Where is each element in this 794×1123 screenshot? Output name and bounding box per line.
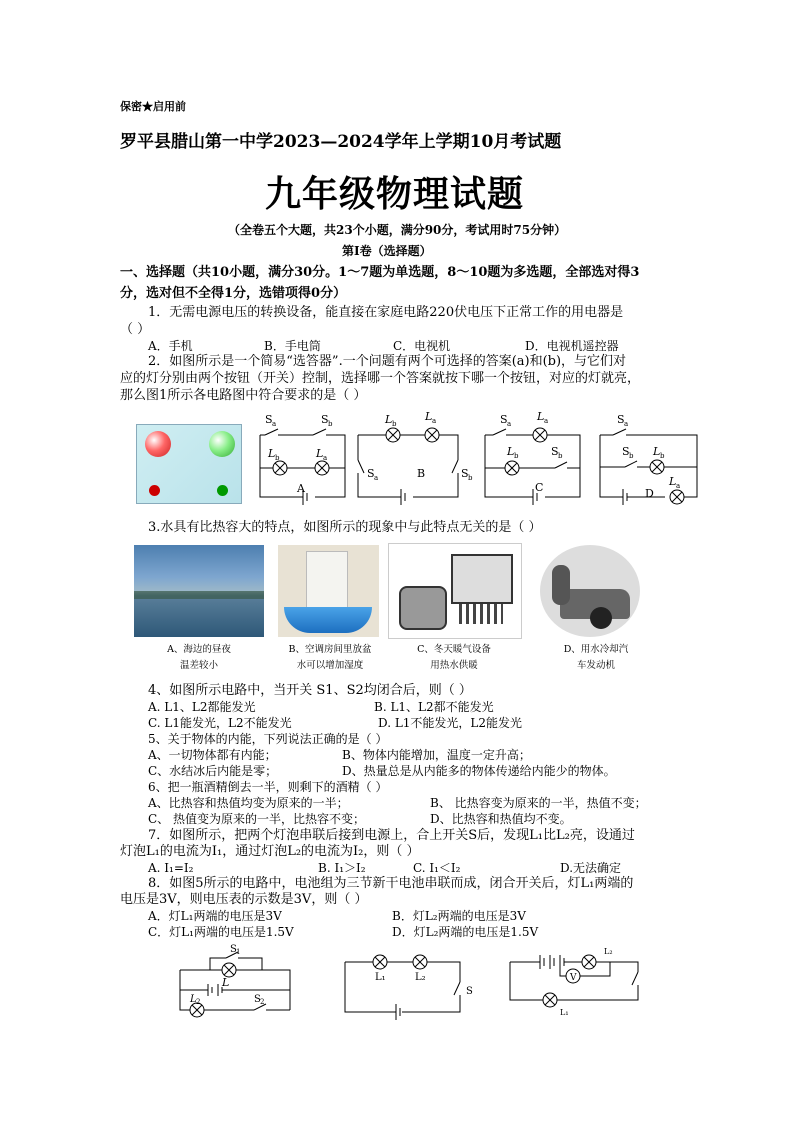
svg-text:S: S	[500, 413, 508, 426]
caption-d: D、用水冷却汽 车发动机	[563, 644, 629, 671]
svg-text:b: b	[629, 452, 634, 460]
svg-text:a: a	[544, 417, 549, 425]
q7-option-d: D.无法确定	[560, 861, 622, 875]
q7-option-a: A. I₁=I₂	[148, 861, 194, 875]
svg-text:b: b	[392, 420, 397, 428]
q5-option-d: D、热量总是从内能多的物体传递给内能少的物体。	[342, 764, 616, 778]
svg-text:a: a	[323, 454, 328, 462]
q2-stem-line1: 2．如图所示是一个简易“选答器”.一个问题有两个可选择的答案(a)和(b)，与它们对	[148, 354, 627, 369]
q8-label-v: V	[570, 973, 577, 983]
radiator-room-drawing	[388, 543, 522, 639]
svg-text:a: a	[507, 420, 512, 428]
section-heading-line1: 一、选择题（共10小题，满分30分。1～7题为单选题，8～10题为多选题，全部选对得3	[120, 265, 640, 280]
svg-text:a: a	[374, 474, 379, 482]
q6-option-a: A、比热容和热值均变为原来的一半；	[148, 796, 349, 810]
q2-stem-line3: 那么图1所示各电路图中符合要求的是（ ）	[120, 388, 367, 403]
svg-text:L: L	[425, 410, 433, 423]
q7-option-c: C. I₁＜I₂	[413, 861, 461, 875]
q7-stem-line1: 7．如图所示，把两个灯泡串联后接到电源上，合上开关S后，发现L₁比L₂亮，设通过	[148, 828, 635, 843]
q8-option-d: D．灯L₂两端的电压是1.5V	[392, 925, 539, 939]
svg-text:2: 2	[196, 998, 201, 1006]
q8-stem-line1: 8．如图5所示的电路中，电池组为三节新干电池串联而成，闭合开关后，灯L₁两端的	[148, 876, 634, 891]
car-engine-drawing	[540, 545, 640, 637]
svg-text:L: L	[537, 410, 545, 423]
svg-text:L: L	[669, 475, 677, 488]
svg-text:L: L	[222, 976, 230, 989]
section-heading-line2: 分，选对但不全得1分，选错项得0分）	[120, 286, 347, 301]
q5-option-a: A、一切物体都有内能；	[148, 748, 277, 762]
q7-label-l2: L₂	[415, 972, 426, 983]
q1-stem-line2: （ ）	[120, 322, 151, 337]
svg-text:L₂: L₂	[604, 947, 613, 956]
school-title: 罗平县腊山第一中学2023—2024学年上学期10月考试题	[120, 132, 562, 152]
q5-stem: 5、关于物体的内能，下列说法正确的是（ ）	[148, 732, 388, 746]
svg-text:S: S	[622, 445, 630, 458]
svg-text:L: L	[190, 994, 197, 1005]
svg-text:S: S	[265, 413, 273, 426]
q1-option-b: B．手电筒	[264, 339, 321, 353]
red-button-icon	[149, 485, 160, 496]
q3-stem: 3.水具有比热容大的特点，如图所示的现象中与此特点无关的是（ ）	[148, 520, 542, 535]
svg-text:L: L	[385, 413, 393, 426]
main-title: 九年级物理试题	[265, 173, 525, 215]
svg-text:a: a	[432, 417, 437, 425]
q6-stem: 6、把一瓶酒精倒去一半，则剩下的酒精（ ）	[148, 780, 388, 794]
q4-option-d: D. L1不能发光，L2能发光	[378, 716, 523, 730]
q8-stem-line2: 电压是3V，则电压表的示数是3V，则（ ）	[120, 892, 368, 907]
q6-option-b: B、 比热容变为原来的一半，热值不变；	[430, 796, 647, 810]
q7-label-l1: L₁	[375, 972, 386, 983]
q7-option-b: B. I₁＞I₂	[318, 861, 366, 875]
circuit-c	[485, 428, 580, 505]
selector-box-figure	[136, 424, 242, 504]
svg-text:b: b	[275, 454, 280, 462]
green-lamp-icon	[209, 431, 235, 457]
svg-text:L: L	[316, 447, 324, 460]
q4-option-a: A. L1、L2都能发光	[148, 700, 256, 714]
bottom-circuit-diagrams	[170, 940, 650, 1020]
q8-option-a: A．灯L₁两端的电压是3V	[148, 909, 282, 923]
svg-text:a: a	[676, 482, 681, 490]
q1-option-d: D．电视机遥控器	[525, 339, 619, 353]
label-a: A	[297, 482, 305, 495]
q7-circuit	[345, 955, 460, 1020]
q1-stem-line1: 1．无需电源电压的转换设备，能直接在家庭电路220伏电压下正常工作的用电器是	[148, 305, 624, 320]
svg-text:L: L	[653, 445, 661, 458]
aircon-basin-photo	[278, 545, 379, 637]
q4-circuit	[180, 952, 290, 1017]
svg-text:L: L	[507, 445, 515, 458]
svg-text:S: S	[617, 413, 625, 426]
svg-text:b: b	[660, 452, 665, 460]
confidential-mark: 保密★启用前	[120, 100, 186, 113]
svg-text:S: S	[461, 467, 469, 480]
svg-text:b: b	[468, 474, 473, 482]
q6-option-c: C、 热值变为原来的一半，比热容不变；	[148, 812, 365, 826]
exam-info: （全卷五个大题，共23个小题，满分90分，考试用时75分钟）	[228, 223, 567, 237]
svg-text:L₁: L₁	[560, 1008, 569, 1017]
svg-text:S: S	[230, 944, 237, 955]
label-c: C	[535, 481, 544, 494]
red-lamp-icon	[145, 431, 171, 457]
q4-option-c: C. L1能发光，L2不能发光	[148, 716, 292, 730]
green-button-icon	[217, 485, 228, 496]
caption-a: A、海边的昼夜 温差较小	[167, 644, 231, 671]
q6-option-d: D、比热容和热值均不变。	[430, 812, 572, 826]
q2-stem-line2: 应的灯分别由两个按钮（开关）控制，选择哪一个答案就按下哪一个按钮，对应的灯就亮，	[120, 371, 641, 386]
svg-text:S: S	[367, 467, 375, 480]
q7-label-s: S	[466, 986, 473, 997]
q7-stem-line2: 灯泡L₁的电流为I₁，通过灯泡L₂的电流为I₂，则（ ）	[120, 844, 420, 859]
q4-stem: 4、如图所示电路中，当开关 S1、S2均闭合后，则（ ）	[148, 683, 472, 698]
svg-text:S: S	[551, 445, 559, 458]
caption-c: C、冬天暖气设备 用热水供暖	[417, 644, 491, 671]
q1-option-c: C．电视机	[393, 339, 451, 353]
q8-option-c: C．灯L₁两端的电压是1.5V	[148, 925, 294, 939]
q8-option-b: B．灯L₂两端的电压是3V	[392, 909, 526, 923]
seaside-photo	[134, 545, 264, 637]
svg-text:S: S	[321, 413, 329, 426]
svg-text:a: a	[624, 420, 629, 428]
label-d: D	[645, 487, 654, 500]
q1-option-a: A．手机	[148, 339, 193, 353]
label-b: B	[417, 467, 426, 480]
svg-text:b: b	[558, 452, 563, 460]
svg-text:a: a	[272, 420, 277, 428]
volume-title: 第Ⅰ卷（选择题）	[342, 244, 432, 258]
caption-b: B、空调房间里放盆 水可以增加湿度	[288, 644, 372, 671]
q4-option-b: B. L1、L2都不能发光	[374, 700, 494, 714]
svg-text:b: b	[514, 452, 519, 460]
q5-option-b: B、物体内能增加，温度一定升高；	[342, 748, 531, 762]
q2-circuit-diagrams	[245, 405, 710, 505]
svg-text:2: 2	[260, 998, 265, 1006]
svg-text:S: S	[254, 994, 261, 1005]
svg-text:b: b	[328, 420, 333, 428]
svg-text:1: 1	[236, 948, 241, 956]
svg-text:L: L	[268, 447, 276, 460]
q5-option-c: C、水结冰后内能是零；	[148, 764, 278, 778]
